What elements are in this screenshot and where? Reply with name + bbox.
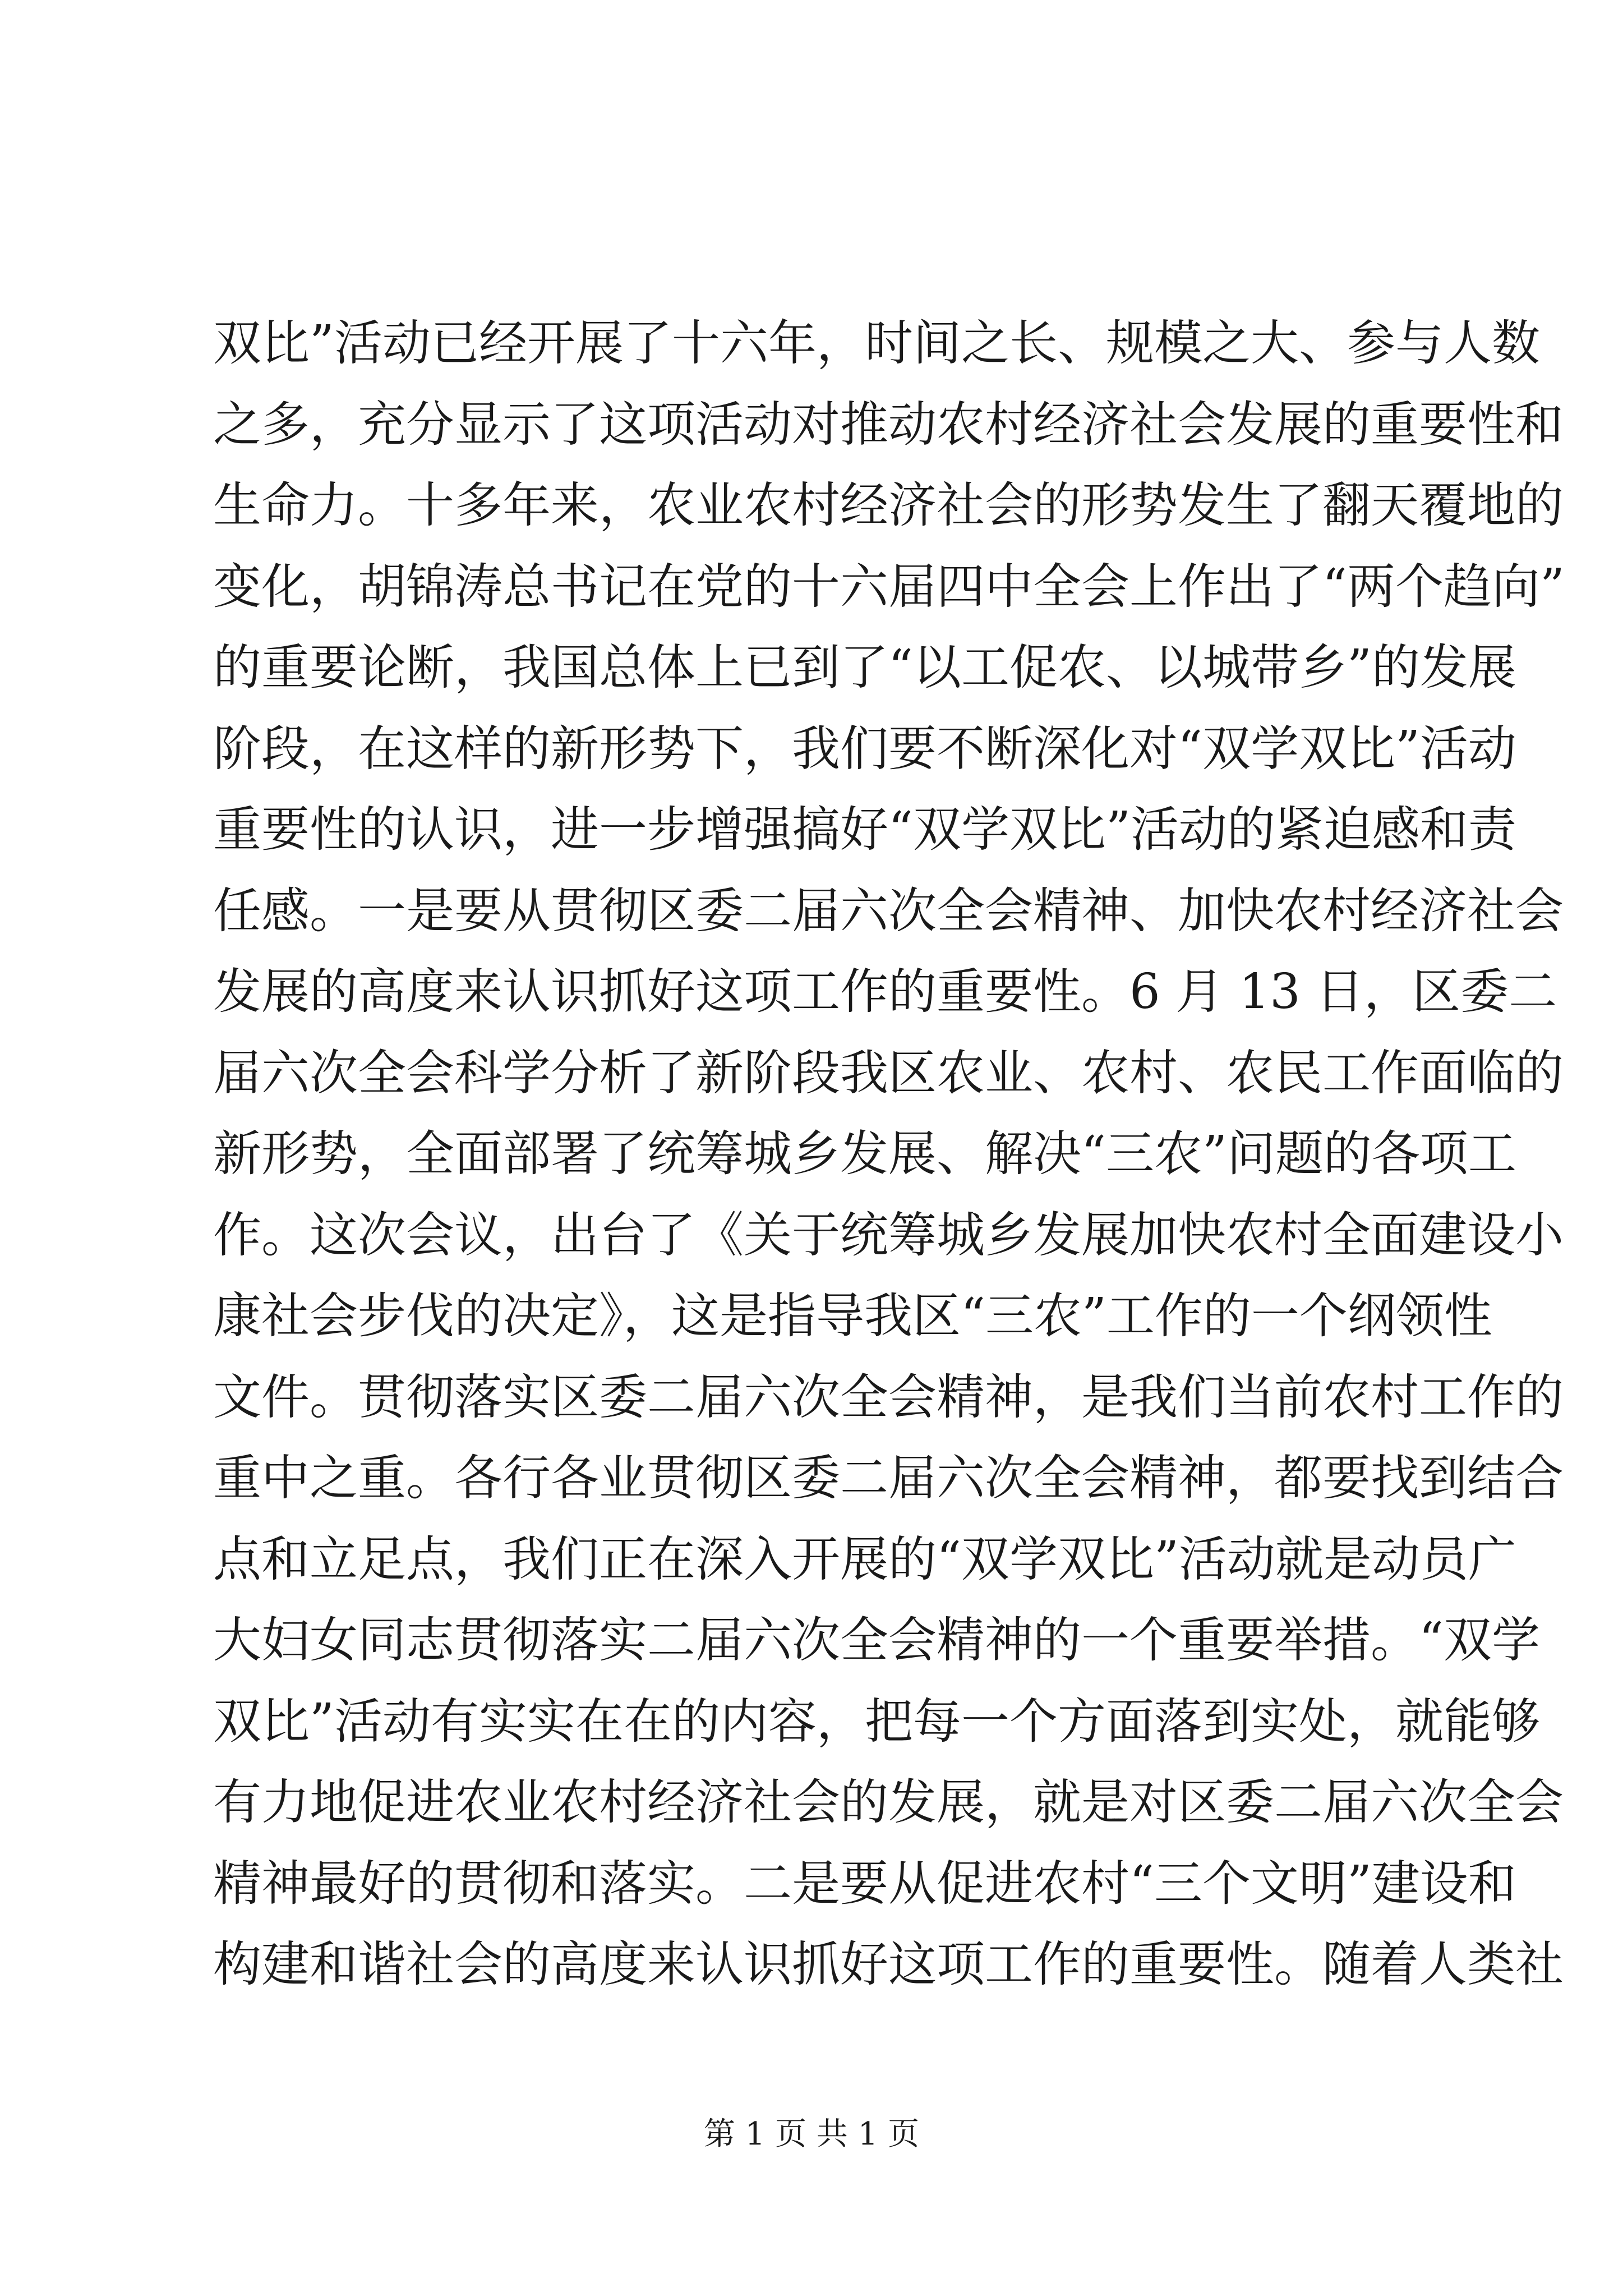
- text-line: 文件。贯彻落实区委二届六次全会精神，是我们当前农村工作的: [213, 1369, 1564, 1425]
- text-line: 新形势，全面部署了统筹城乡发展、解决“三农”问题的各项工: [213, 1126, 1516, 1182]
- text-line: 重中之重。各行各业贯彻区委二届六次全会精神，都要找到结合: [213, 1450, 1564, 1506]
- text-line: 生命力。十多年来，农业农村经济社会的形势发生了翻天覆地的: [213, 477, 1564, 533]
- text-line: 双比”活动已经开展了十六年，时间之长、规模之大、参与人数: [213, 315, 1540, 371]
- text-line: 的重要论断，我国总体上已到了“以工促农、以城带乡”的发展: [213, 639, 1516, 696]
- text-line: 康社会步伐的决定》，这是指导我区“三农”工作的一个纲领性: [213, 1288, 1492, 1344]
- text-line: 阶段，在这样的新形势下，我们要不断深化对“双学双比”活动: [213, 720, 1516, 777]
- text-line: 精神最好的贯彻和落实。二是要从促进农村“三个文明”建设和: [213, 1855, 1516, 1912]
- text-line: 任感。一是要从贯彻区委二届六次全会精神、加快农村经济社会: [213, 882, 1564, 939]
- text-line: 变化，胡锦涛总书记在党的十六届四中全会上作出了“两个趋向”: [213, 558, 1565, 615]
- text-line: 作。这次会议，出台了《关于统筹城乡发展加快农村全面建设小: [213, 1207, 1564, 1263]
- text-line: 构建和谐社会的高度来认识抓好这项工作的重要性。随着人类社: [213, 1936, 1564, 1993]
- text-line: 有力地促进农业农村经济社会的发展，就是对区委二届六次全会: [213, 1774, 1564, 1830]
- text-line: 之多，充分显示了这项活动对推动农村经济社会发展的重要性和: [213, 396, 1564, 453]
- page-footer: 第 1 页 共 1 页: [703, 2116, 920, 2152]
- text-line: 届六次全会科学分析了新阶段我区农业、农村、农民工作面临的: [213, 1045, 1564, 1101]
- text-line: 发展的高度来认识抓好这项工作的重要性。6 月 13 日，区委二: [213, 964, 1557, 1020]
- text-line: 大妇女同志贯彻落实二届六次全会精神的一个重要举措。“双学: [213, 1612, 1540, 1668]
- text-line: 重要性的认识，进一步增强搞好“双学双比”活动的紧迫感和责: [213, 802, 1516, 858]
- text-line: 点和立足点，我们正在深入开展的“双学双比”活动就是动员广: [213, 1531, 1516, 1588]
- body-text: [213, 303, 1565, 2005]
- text-line: 双比”活动有实实在在的内容，把每一个方面落到实处，就能够: [213, 1693, 1540, 1750]
